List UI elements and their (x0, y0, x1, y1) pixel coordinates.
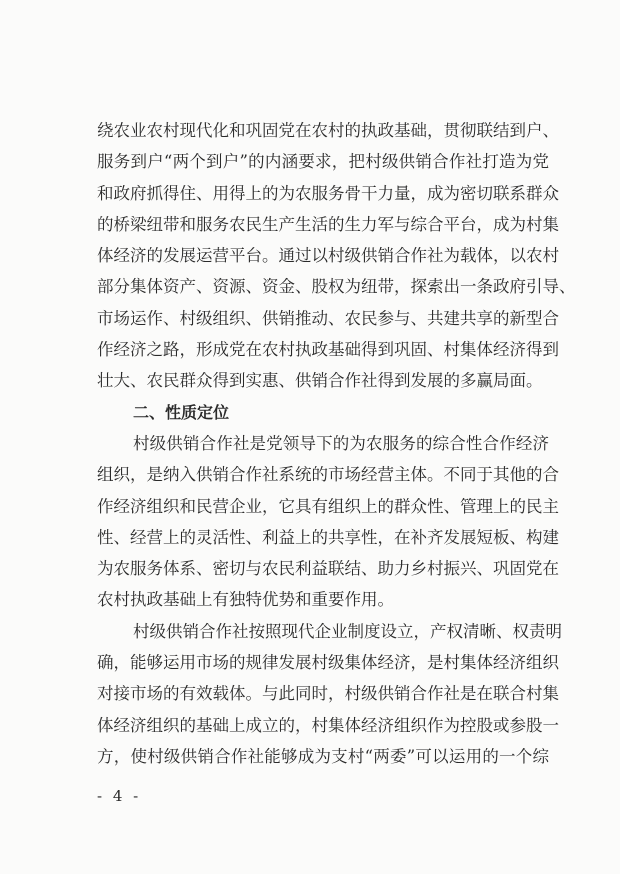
text-line: 的桥梁纽带和服务农民生产生活的生力军与综合平台，成为村集 (97, 214, 559, 234)
text-line: 市场运作、村级组织、供销推动、农民参与、共建共享的新型合 (97, 308, 559, 328)
text-line: 部分集体资产、资源、资金、股权为纽带，探索出一条政府引导、 (97, 277, 576, 297)
text-line: 和政府抓得住、用得上的为农服务骨干力量，成为密切联系群众 (97, 183, 559, 203)
text-line: 体经济的发展运营平台。通过以村级供销合作社为载体，以农村 (97, 246, 559, 266)
text-line: 绕农业农村现代化和巩固党在农村的执政基础，贯彻联结到户、 (97, 121, 559, 140)
text-line: 确，能够运用市场的规律发展村级集体经济，是村集体经济组织 (97, 653, 559, 673)
text-line: 对接市场的有效载体。与此同时，村级供销合作社是在联合村集 (97, 684, 559, 704)
page-number: - 4 - (97, 787, 142, 805)
text-line: 作经济之路，形成党在农村执政基础得到巩固、村集体经济得到 (97, 340, 559, 360)
intro-paragraph (97, 115, 576, 397)
text-line: 村级供销合作社是党领导下的为农服务的综合性合作经济 (133, 433, 549, 453)
paragraph-enterprise-system (97, 616, 562, 772)
text-line: 组织，是纳入供销合作社系统的市场经营主体。不同于其他的合 (97, 465, 559, 485)
paragraph-nature (97, 428, 559, 616)
text-line: 方，使村级供销合作社能够成为支村“两委”可以运用的一个综 (97, 746, 549, 766)
text-line: 性、经营上的灵活性、利益上的共享性，在补齐发展短板、构建 (97, 527, 559, 547)
text-line: 壮大、农民群众得到实惠、供销合作社得到发展的多赢局面。 (97, 371, 543, 391)
body-text (97, 115, 576, 772)
text-line: 体经济组织的基础上成立的，村集体经济组织作为控股或参股一 (97, 715, 559, 735)
section-heading: 二、性质定位 (133, 402, 230, 422)
text-line: 村级供销合作社按照现代企业制度设立，产权清晰、权责明 (133, 621, 562, 641)
text-line: 农村执政基础上有独特优势和重要作用。 (97, 590, 394, 610)
text-line: 作经济组织和民营企业，它具有组织上的群众性、管理上的民主 (97, 496, 559, 516)
text-line: 服务到户“两个到户”的内涵要求，把村级供销合作社打造为党 (97, 152, 549, 172)
text-line: 为农服务体系、密切与农民利益联结、助力乡村振兴、巩固党在 (97, 559, 559, 579)
